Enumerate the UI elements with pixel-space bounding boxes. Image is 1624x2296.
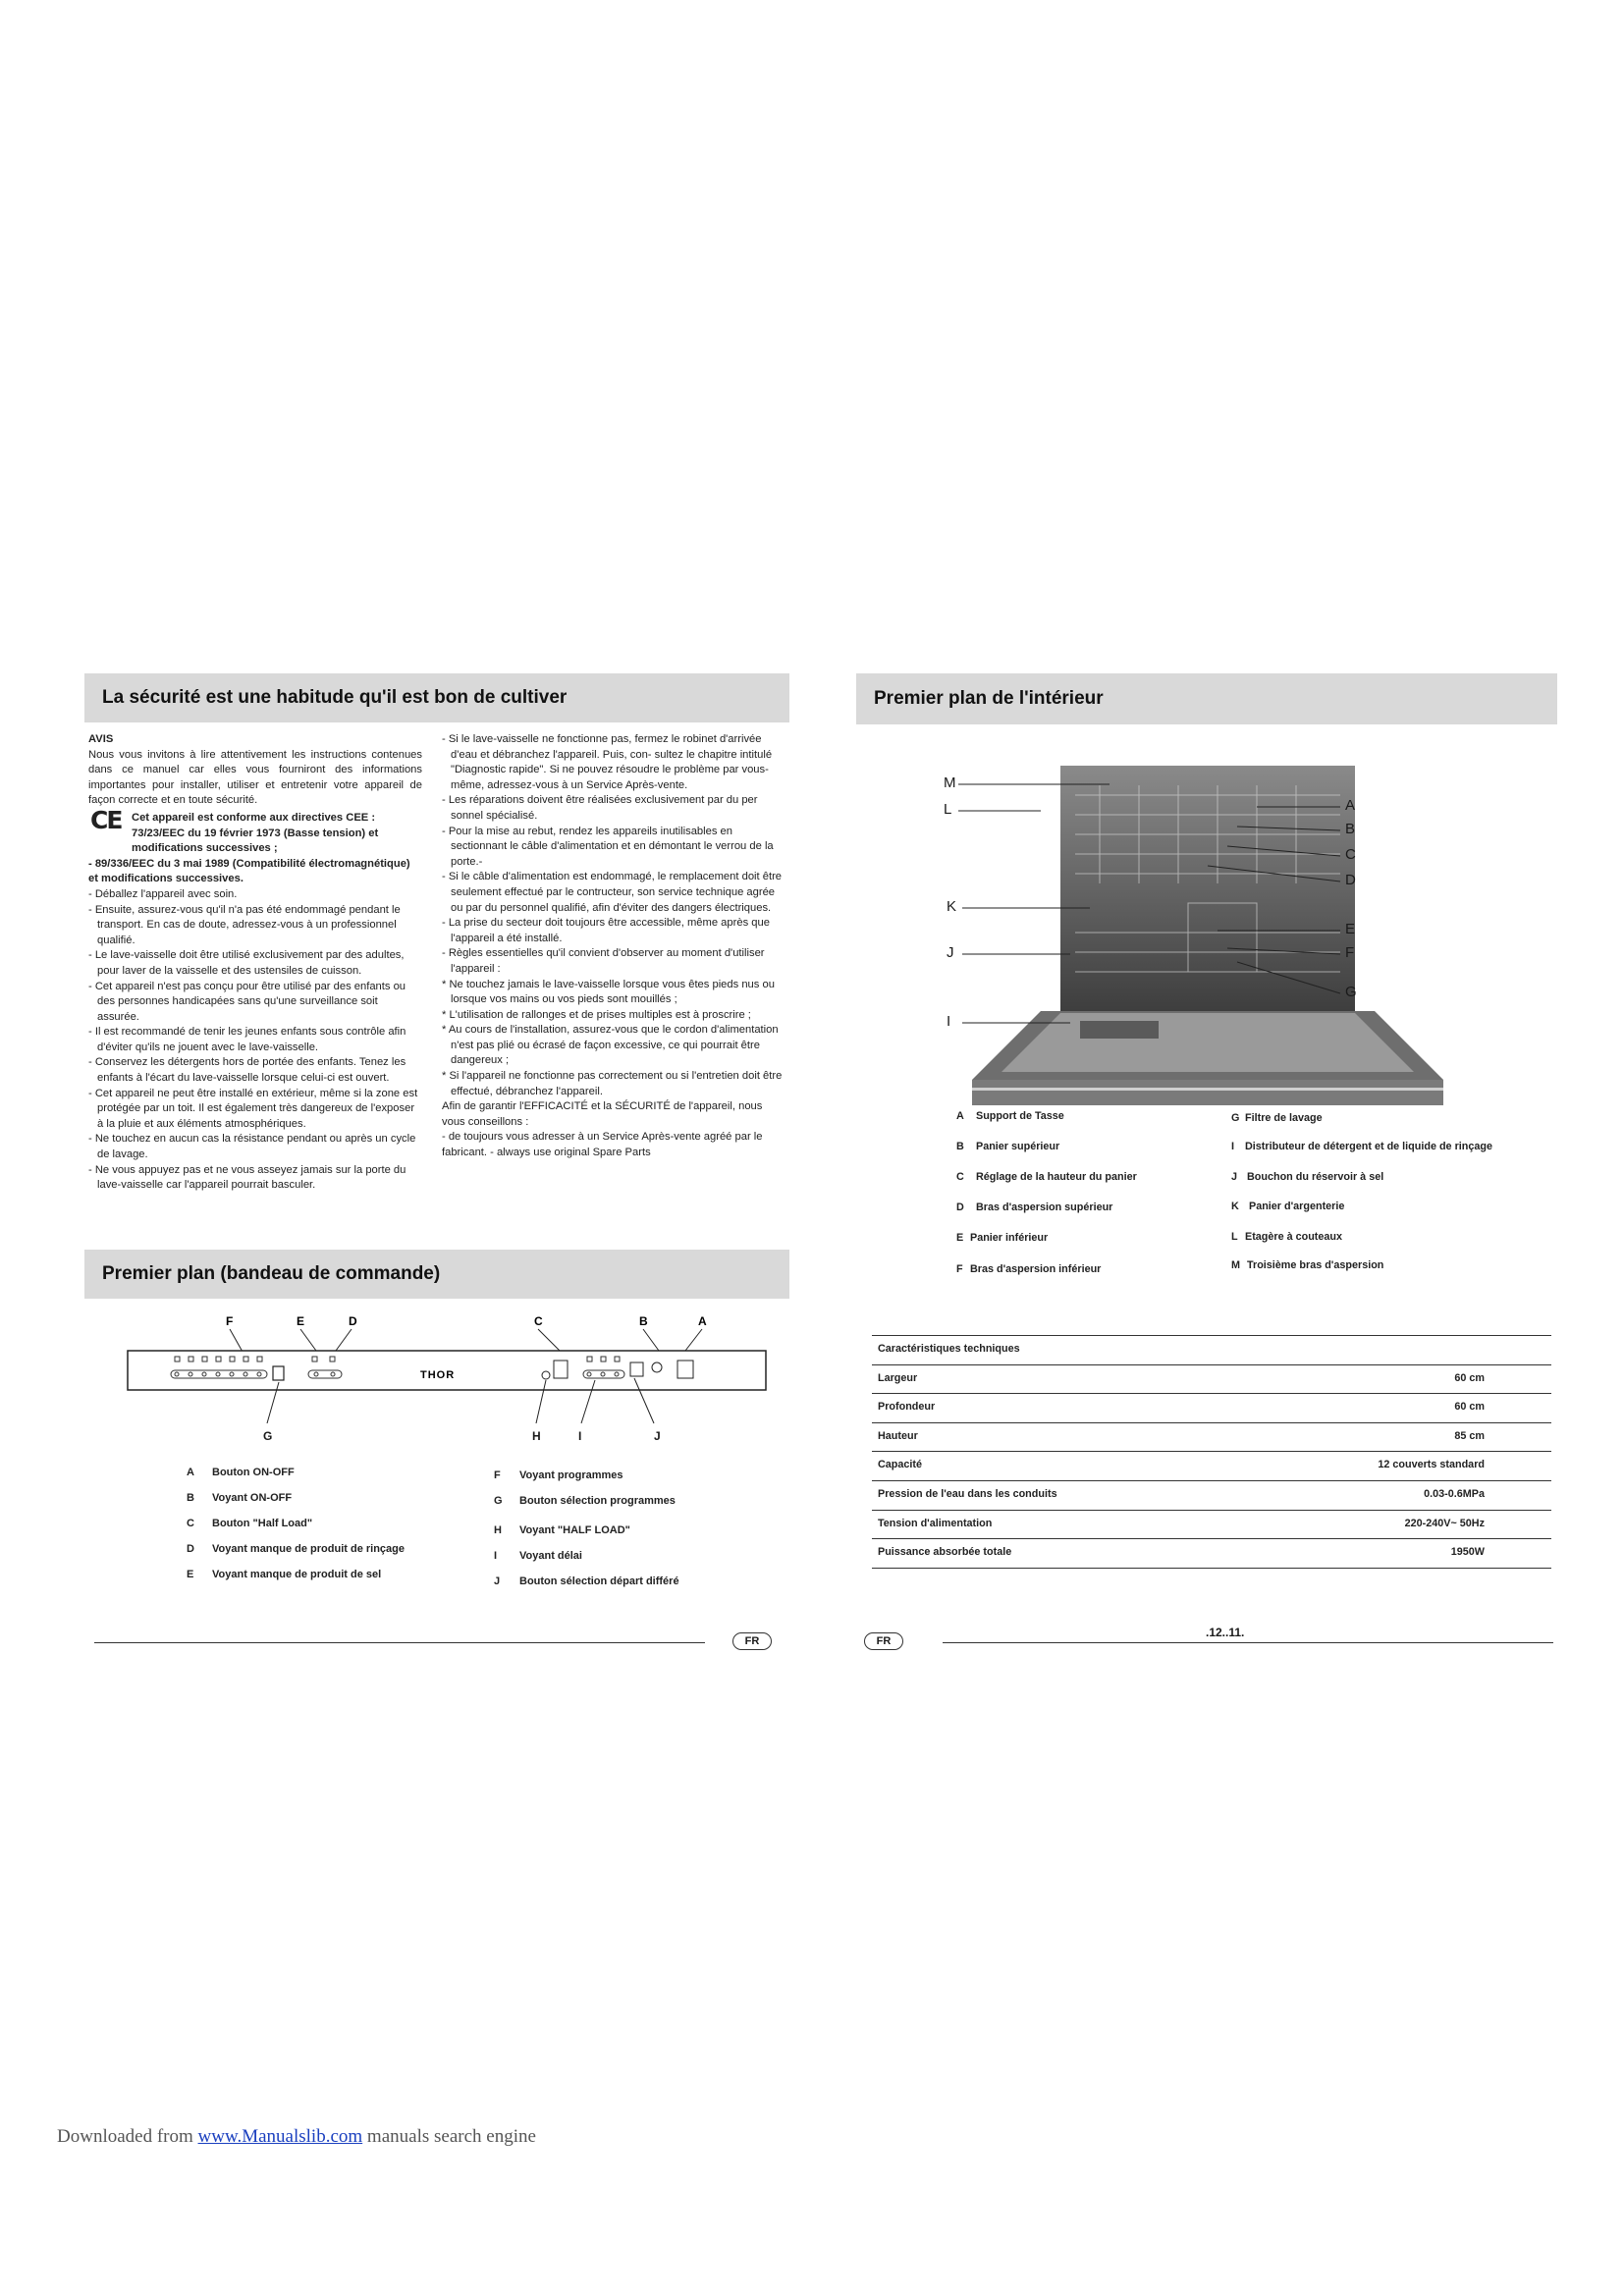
safety-list-item: - Il est recommandé de tenir les jeunes enfants sous contrôle afin d'éviter qu'ils ne jouent avec le lave-vaisselle. [88, 1026, 406, 1053]
interior-legend-j: J Bouchon du réservoir à sel [1231, 1171, 1384, 1183]
ce-line-3: - 89/336/EEC du 3 mai 1989 (Compatibilité électromagnétique) et modifications successives. [88, 857, 410, 885]
safety-list-item: - Si le lave-vaisselle ne fonctionne pas, fermez le robinet d'arrivée d'eau et débranchez l'appareil. Puis, con- sultez le chapitre intitulé "Diagnostic rapide". Si ne pouvez résoudre le problème par vous-même, adressez-vous à un Service Après-vente. [442, 733, 773, 791]
interior-legend-a: A Support de Tasse [956, 1110, 1064, 1122]
photo-label-c: C [1345, 846, 1356, 863]
safety-list-2 [442, 732, 787, 978]
safety-list-item: - Ensuite, assurez-vous qu'il n'a pas été endommagé pendant le transport. En cas de doute, adressez-vous à un professionnel qualifié. [88, 903, 401, 946]
spec-row [872, 1510, 1551, 1539]
panel-label-b: B [639, 1314, 648, 1328]
spec-row [872, 1364, 1551, 1394]
brand-logo: THOR [420, 1369, 456, 1381]
spec-row [872, 1538, 1551, 1568]
photo-label-i: I [947, 1013, 951, 1030]
section-header-interior: Premier plan de l'intérieur [856, 673, 1557, 724]
page-number: .12..11. [1206, 1626, 1245, 1639]
ce-mark-icon: CE [90, 805, 122, 834]
safety-list-item: - Cet appareil ne peut être installé en extérieur, même si la zone est protégée par un toit. Il est également très dangereux de l'exposer à la pluie et aux éléments atmosphériques. [88, 1087, 418, 1130]
spec-value: 60 cm [1454, 1401, 1485, 1414]
legend-row-g: G Bouton sélection programmes [494, 1495, 676, 1507]
interior-legend [956, 1110, 1565, 1287]
spec-row [872, 1480, 1551, 1510]
download-prefix: Downloaded from [57, 2126, 193, 2147]
panel-label-f: F [226, 1314, 234, 1328]
specs-title: Caractéristiques techniques [878, 1343, 1020, 1355]
safety-list-item: - La prise du secteur doit toujours être accessible, même après que l'appareil a été installé. [442, 917, 770, 944]
half-load-button[interactable] [554, 1361, 568, 1378]
photo-label-b: B [1345, 821, 1356, 837]
legend-row-j: J Bouton sélection départ différé [494, 1575, 679, 1587]
safety-column-1 [88, 732, 422, 1194]
right-language-badge: FR [864, 1632, 903, 1650]
control-panel-diagram [84, 1306, 789, 1433]
safety-list-item: - Cet appareil n'est pas conçu pour être utilisé par des enfants ou des personnes handicapées sans qu'une surveillance soit assurée. [88, 980, 406, 1023]
safety-list-item: - Déballez l'appareil avec soin. [88, 887, 238, 900]
panel-label-j: J [654, 1429, 661, 1443]
right-footer-line [943, 1642, 1553, 1643]
legend-row-c: C Bouton "Half Load" [187, 1518, 313, 1529]
panel-label-d: D [349, 1314, 357, 1328]
spec-value: 85 cm [1454, 1429, 1485, 1442]
safety-list-item: - Si le câble d'alimentation est endommagé, le remplacement doit être seulement effectué par le contructeur, son service technique agrée ou par du personnel qualifié, afin d'éviter des dangers électriques. [442, 871, 783, 914]
safety-list-item: - Ne touchez en aucun cas la résistance pendant ou après un cycle de lavage. [88, 1133, 416, 1161]
left-footer-line [94, 1642, 705, 1643]
legend-row-e: E Voyant manque de produit de sel [187, 1569, 382, 1580]
spec-value: 60 cm [1454, 1371, 1485, 1384]
spec-label: Pression de l'eau dans les conduits [878, 1487, 1057, 1500]
interior-legend-c: C Réglage de la hauteur du panier [956, 1171, 1137, 1183]
safety-star-item: * L'utilisation de rallonges et de prises multiples est à proscrire ; [442, 1008, 751, 1021]
panel-label-h: H [532, 1429, 541, 1443]
panel-label-c: C [534, 1314, 543, 1328]
spec-value: 12 couverts standard [1378, 1459, 1485, 1471]
safety-list-item: - Pour la mise au rebut, rendez les appareils inutilisables en sectionnant le câble d'alimentation et en démontant le verrou de la porte.- [442, 825, 774, 868]
safety-list-item: - Conservez les détergents hors de portée des enfants. Tenez les enfants à l'écart du lave-vaisselle lorsque celui-ci est ouvert. [88, 1056, 406, 1085]
spec-label: Hauteur [878, 1429, 918, 1442]
panel-label-g: G [263, 1429, 273, 1443]
spec-value: 220-240V~ 50Hz [1404, 1517, 1485, 1529]
closing-item: - de toujours vous adresser à un Service Après-vente agréé par le fabricant. - always use original Spare Parts [442, 1131, 763, 1159]
program-select-button[interactable] [273, 1366, 284, 1380]
legend-row-f: F Voyant programmes [494, 1469, 623, 1481]
interior-legend-g: G Filtre de lavage [1231, 1112, 1323, 1124]
safety-list-item: - Règles essentielles qu'il convient d'observer au moment d'utiliser l'appareil : [442, 947, 765, 975]
spec-value: 1950W [1450, 1546, 1485, 1559]
interior-legend-b: B Panier supérieur [956, 1141, 1060, 1152]
spec-label: Profondeur [878, 1401, 936, 1414]
technical-specs-table [872, 1335, 1551, 1570]
interior-legend-i: I Distributeur de détergent et de liquide de rinçage [1231, 1141, 1492, 1152]
safety-list-item: - Le lave-vaisselle doit être utilisé exclusivement par des adultes, pour laver de la vaisselle et des ustensiles de cuisson. [88, 949, 405, 977]
photo-label-g: G [1345, 984, 1357, 1000]
spec-row [872, 1393, 1551, 1422]
safety-star-item: * Ne touchez jamais le lave-vaisselle lorsque vous êtes pieds nus ou lorsque vos mains ou vos pieds sont mouillés ; [442, 978, 775, 1006]
spec-label: Largeur [878, 1371, 918, 1384]
avis-title: AVIS [88, 733, 114, 745]
safety-list-item: - Ne vous appuyez pas et ne vous asseyez jamais sur la porte du lave-vaisselle car l'appareil pourrait basculer. [88, 1163, 406, 1192]
intro-paragraph: Nous vous invitons à lire attentivement les instructions contenues dans ce manuel car elles vous fourniront des informations importantes pour installer, utiliser et entretenir votre appareil de façon correcte et en toute sécurité. [88, 748, 422, 807]
photo-label-f: F [1345, 944, 1355, 961]
panel-label-e: E [297, 1314, 305, 1328]
safety-star-item: * Au cours de l'installation, assurez-vous que le cordon d'alimentation n'est pas plié ou écrasé de façon excessive, ce qui pourrait être dangereux ; [442, 1024, 779, 1067]
safety-column-2 [442, 732, 787, 1161]
spec-label: Tension d'alimentation [878, 1517, 993, 1529]
specs-title-row [872, 1335, 1551, 1364]
interior-legend-e: E Panier inférieur [956, 1232, 1049, 1244]
closing-paragraph: Afin de garantir l'EFFICACITÉ et la SÉCURITÉ de l'appareil, nous vous conseillons : [442, 1100, 763, 1128]
interior-photo-labels [844, 756, 1551, 1119]
download-footer [57, 2126, 536, 2148]
safety-star-list [442, 978, 787, 1100]
interior-legend-m: M Troisième bras d'aspersion [1231, 1259, 1384, 1271]
photo-label-k: K [947, 898, 957, 915]
ce-line-1: Cet appareil est conforme aux directives CEE : [132, 811, 376, 824]
ce-block [88, 805, 422, 857]
spec-row [872, 1451, 1551, 1480]
spec-label: Capacité [878, 1459, 923, 1471]
legend-row-a: A Bouton ON-OFF [187, 1467, 295, 1478]
legend-row-h: H Voyant "HALF LOAD" [494, 1524, 630, 1536]
photo-label-j: J [947, 944, 954, 961]
left-language-badge: FR [732, 1632, 772, 1650]
legend-row-d: D Voyant manque de produit de rinçage [187, 1543, 405, 1555]
safety-list-item: - Les réparations doivent être réalisées exclusivement par du per sonnel spécialisé. [442, 794, 758, 822]
download-suffix: manuals search engine [366, 2126, 536, 2147]
photo-label-m: M [944, 774, 956, 791]
panel-label-i: I [578, 1429, 582, 1443]
photo-label-e: E [1345, 921, 1356, 937]
delay-start-button[interactable] [630, 1362, 643, 1376]
interior-legend-l: L Etagère à couteaux [1231, 1231, 1343, 1243]
section-header-control-panel: Premier plan (bandeau de commande) [84, 1250, 789, 1299]
spec-value: 0.03-0.6MPa [1424, 1487, 1485, 1500]
safety-star-item: * Si l'appareil ne fonctionne pas correctement ou si l'entretien doit être effectué, débranchez l'appareil. [442, 1070, 783, 1097]
photo-label-l: L [944, 801, 952, 818]
control-panel-legend [187, 1467, 776, 1604]
interior-legend-k: K Panier d'argenterie [1231, 1201, 1345, 1212]
specs-rows [872, 1364, 1551, 1568]
panel-label-a: A [698, 1314, 707, 1328]
on-off-button[interactable] [677, 1361, 693, 1378]
photo-leader-lines [844, 756, 1551, 1119]
manualslib-link[interactable]: www.Manualslib.com [197, 2126, 363, 2147]
interior-legend-f: F Bras d'aspersion inférieur [956, 1263, 1102, 1275]
safety-list-1 [88, 887, 422, 1194]
spec-label: Puissance absorbée totale [878, 1546, 1012, 1559]
legend-row-i: I Voyant délai [494, 1550, 582, 1562]
photo-label-d: D [1345, 872, 1356, 888]
legend-row-b: B Voyant ON-OFF [187, 1492, 293, 1504]
spec-row [872, 1422, 1551, 1452]
section-header-safety: La sécurité est une habitude qu'il est bon de cultiver [84, 673, 789, 722]
ce-line-2: 73/23/EEC du 19 février 1973 (Basse tension) et modifications successives ; [132, 827, 379, 855]
photo-label-a: A [1345, 797, 1356, 814]
panel-bottom-labels [84, 1429, 789, 1449]
interior-legend-d: D Bras d'aspersion supérieur [956, 1201, 1113, 1213]
